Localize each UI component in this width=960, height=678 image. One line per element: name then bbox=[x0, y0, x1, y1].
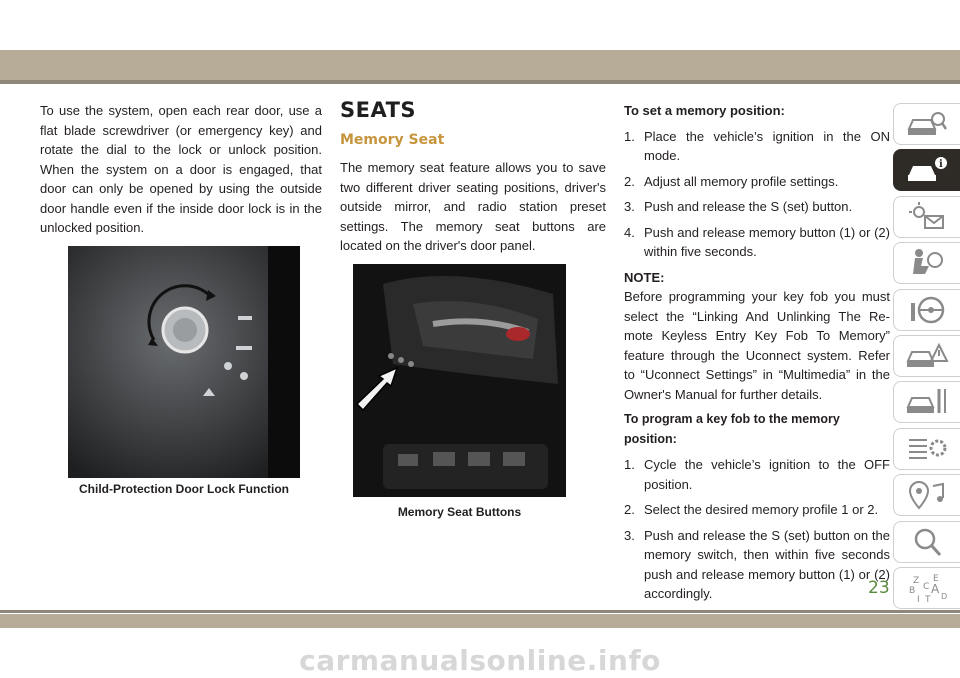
airbag-seat-icon bbox=[905, 246, 949, 280]
key-fob-steps bbox=[624, 455, 890, 604]
child-lock-photo bbox=[68, 246, 300, 478]
svg-text:T: T bbox=[925, 594, 931, 605]
tab-technical-specifications[interactable] bbox=[893, 428, 960, 470]
door-panel-illustration bbox=[353, 264, 566, 497]
list-item: 4. Push and release memory button (1) or (2) within five seconds. bbox=[624, 224, 890, 259]
chapter-tabs bbox=[893, 103, 960, 613]
page-number: 23 bbox=[868, 578, 890, 598]
svg-text:I: I bbox=[917, 594, 920, 605]
tab-vehicle-overview[interactable] bbox=[893, 103, 960, 145]
list-item: 1. Place the vehicle’s ignition in the ON mode. bbox=[624, 128, 890, 163]
steering-wheel-icon bbox=[905, 293, 949, 327]
warning-lights-message-icon bbox=[905, 200, 949, 234]
svg-text:Z: Z bbox=[913, 575, 920, 586]
middle-column bbox=[340, 98, 606, 522]
svg-text:C: C bbox=[923, 581, 930, 592]
tab-multimedia[interactable] bbox=[893, 474, 960, 516]
svg-text:B: B bbox=[909, 585, 916, 596]
tab-servicing-and-maintenance[interactable] bbox=[893, 381, 960, 423]
car-warning-icon bbox=[905, 339, 949, 373]
set-memory-steps bbox=[624, 127, 890, 262]
footer-rule bbox=[0, 610, 960, 613]
list-item: 3. Push and release the S (set) button on the memory switch, then within five seconds push and release memory button (1) or (2) accordingly. bbox=[624, 527, 890, 601]
svg-text:D: D bbox=[941, 591, 948, 601]
list-item: 3. Push and release the S (set) button. bbox=[624, 199, 853, 214]
list-item: 1. Cycle the vehicle’s ignition to the OFF position. bbox=[624, 457, 890, 492]
tab-safety[interactable] bbox=[893, 242, 960, 284]
car-magnifier-icon bbox=[905, 107, 949, 141]
index-letters-icon bbox=[905, 571, 949, 605]
child-lock-caption: Child-Protection Door Lock Function bbox=[79, 481, 289, 496]
tab-customer-assistance[interactable] bbox=[893, 521, 960, 563]
note-paragraph: Before programming your key fob you must select the “Linking And Unlinking The Re-mote Keyless Entry Key Fob To Memory” feature through the Uconnect system. Refer to “Uconnect Settings” in “Multimedia” in the Owner's Manual for further details. bbox=[624, 289, 890, 402]
search-icon bbox=[905, 525, 949, 559]
left-column bbox=[40, 101, 322, 499]
tab-index[interactable] bbox=[893, 567, 960, 609]
car-info-icon bbox=[905, 153, 949, 187]
header-rule bbox=[0, 80, 960, 84]
section-title: SEATS bbox=[340, 98, 417, 122]
specifications-gears-icon bbox=[905, 432, 949, 466]
tab-in-case-of-emergency[interactable] bbox=[893, 335, 960, 377]
subsection-title: Memory Seat bbox=[340, 131, 445, 148]
memory-seat-photo bbox=[353, 264, 566, 497]
car-tools-icon bbox=[905, 385, 949, 419]
svg-text:A: A bbox=[931, 581, 940, 596]
tab-getting-to-know-your-vehicle[interactable] bbox=[893, 149, 960, 191]
header-band bbox=[0, 50, 960, 80]
tab-starting-and-operating[interactable] bbox=[893, 289, 960, 331]
multimedia-location-icon bbox=[905, 478, 949, 512]
svg-text:E: E bbox=[933, 573, 939, 584]
list-item: 2. Select the desired memory profile 1 or 2. bbox=[624, 502, 879, 517]
list-item: 2. Adjust all memory profile settings. bbox=[624, 173, 839, 189]
watermark: carmanualsonline.info bbox=[299, 644, 661, 677]
note-label: NOTE: bbox=[624, 269, 665, 285]
footer-band bbox=[0, 614, 960, 628]
child-lock-illustration bbox=[68, 246, 300, 478]
right-column bbox=[624, 101, 890, 610]
intro-paragraph: To use the system, open each rear door, use a flat blade screwdriver (or emergency key) and rotate the dial to the lock or unlock position. When the system on a door is engaged, that door can only be opened by using the outside door handle even if the inside door lock is in the unlocked position. bbox=[40, 103, 322, 235]
tab-instrument-panel[interactable] bbox=[893, 196, 960, 238]
memory-seat-caption: Memory Seat Buttons bbox=[397, 504, 522, 519]
set-memory-heading: To set a memory position: bbox=[624, 103, 785, 118]
svg-text:i: i bbox=[939, 159, 943, 171]
key-fob-heading: To program a key fob to the memory position: bbox=[624, 412, 840, 446]
memory-seat-paragraph: The memory seat feature allows you to save two different driver seating positions, driver's outside mirror, and radio station preset settings. The memory seat buttons are located on the driver's door panel. bbox=[340, 160, 606, 253]
